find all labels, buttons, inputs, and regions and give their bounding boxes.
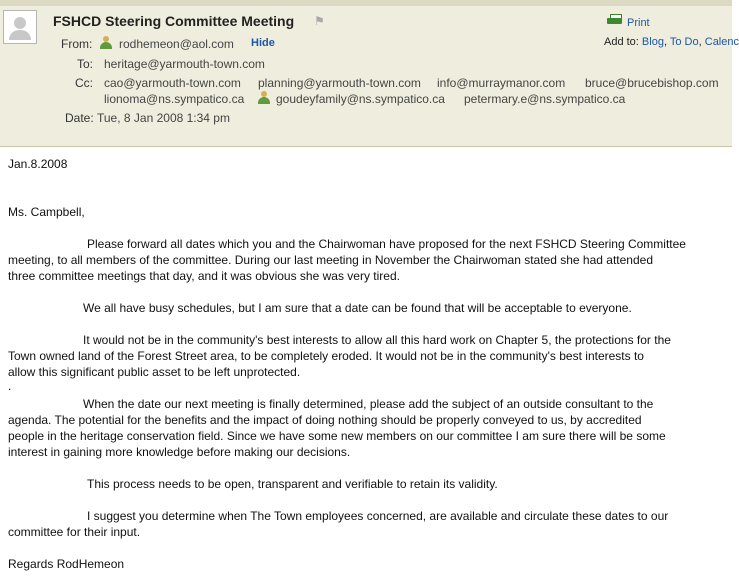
cc-address-1[interactable]: cao@yarmouth-town.com	[104, 76, 241, 90]
hide-details-link[interactable]: Hide	[251, 37, 275, 49]
print-link[interactable]: Print	[627, 17, 650, 29]
paragraph-1-line-3: three committee meetings that day, and it was obvious she was very tired.	[8, 269, 400, 283]
paragraph-4-line-2: agenda. The potential for the benefits and the impact of doing nothing should be properly conveyed to us, by accredited	[8, 413, 642, 427]
cc-address-3[interactable]: info@murraymanor.com	[437, 76, 566, 90]
avatar-head	[14, 17, 26, 29]
paragraph-3-line-1: It would not be in the community's best interests to allow all this hard work on Chapter 5, the protections for the	[83, 333, 671, 347]
from-address[interactable]: rodhemeon@aol.com	[119, 37, 234, 51]
printer-icon[interactable]	[607, 14, 623, 26]
header-top-border	[0, 0, 732, 6]
signoff: Regards RodHemeon	[8, 557, 125, 571]
paragraph-4-line-4: interest in gaining more knowledge before making our decisions.	[8, 445, 351, 459]
date-value: Tue, 8 Jan 2008 1:34 pm	[97, 111, 230, 125]
paragraph-6-line-2: committee for their input.	[8, 525, 141, 539]
cc-label: Cc:	[75, 76, 93, 90]
from-label: From:	[61, 37, 93, 51]
cc-address-6[interactable]: goudeyfamily@ns.sympatico.ca	[276, 92, 445, 106]
sender-avatar[interactable]	[3, 10, 37, 44]
paragraph-5: This process needs to be open, transparent and verifiable to retain its validity.	[87, 477, 498, 491]
to-address[interactable]: heritage@yarmouth-town.com	[104, 57, 265, 71]
message-header	[0, 0, 739, 147]
cc-address-4[interactable]: bruce@brucebishop.com	[585, 76, 719, 90]
avatar-body	[9, 30, 31, 40]
paragraph-3-line-2: Town owned land of the Forest Street area, to be completely eroded. It would not be in the community's best interests to	[8, 349, 644, 363]
add-to-bar: Add to: Blog, To Do, Calenc	[604, 36, 739, 48]
paragraph-6-line-1: I suggest you determine when The Town employees concerned, are available and circulate these dates to our	[87, 509, 669, 523]
add-to-calendar-link[interactable]: Calenc	[704, 36, 739, 48]
paragraph-4-line-3: people in the heritage conservation field. Since we have some new members on our committee I am sure there will be some	[8, 429, 666, 443]
contact-icon[interactable]	[99, 36, 113, 50]
cc-address-5[interactable]: lionoma@ns.sympatico.ca	[104, 92, 245, 106]
flag-icon[interactable]: ⚑	[314, 14, 325, 28]
message-subject: FSHCD Steering Committee Meeting	[53, 13, 295, 29]
paragraph-2: We all have busy schedules, but I am sure that a date can be found that will be acceptable to everyone.	[83, 301, 632, 315]
salutation: Ms. Campbell,	[8, 205, 85, 219]
add-to-label: Add to:	[604, 36, 639, 48]
add-to-todo-link[interactable]: To Do	[669, 36, 699, 48]
paragraph-1-line-1: Please forward all dates which you and the Chairwoman have proposed for the next FSHCD Steering Committee	[87, 237, 686, 251]
stray-dot: .	[8, 379, 12, 393]
contact-icon[interactable]	[257, 91, 271, 105]
date-label: Date:	[65, 111, 94, 125]
to-label: To:	[77, 57, 94, 71]
body-date: Jan.8.2008	[8, 157, 68, 171]
paragraph-3-line-3: allow this significant public asset to be left unprotected.	[8, 365, 301, 379]
cc-address-7[interactable]: petermary.e@ns.sympatico.ca	[464, 92, 626, 106]
paragraph-4-line-1: When the date our next meeting is finally determined, please add the subject of an outside consultant to the	[83, 397, 654, 411]
cc-address-2[interactable]: planning@yarmouth-town.com	[258, 76, 421, 90]
add-to-blog-link[interactable]: Blog	[641, 36, 664, 48]
paragraph-1-line-2: meeting, to all members of the committee. During our last meeting in November the Chairwoman stated she had attended	[8, 253, 653, 267]
